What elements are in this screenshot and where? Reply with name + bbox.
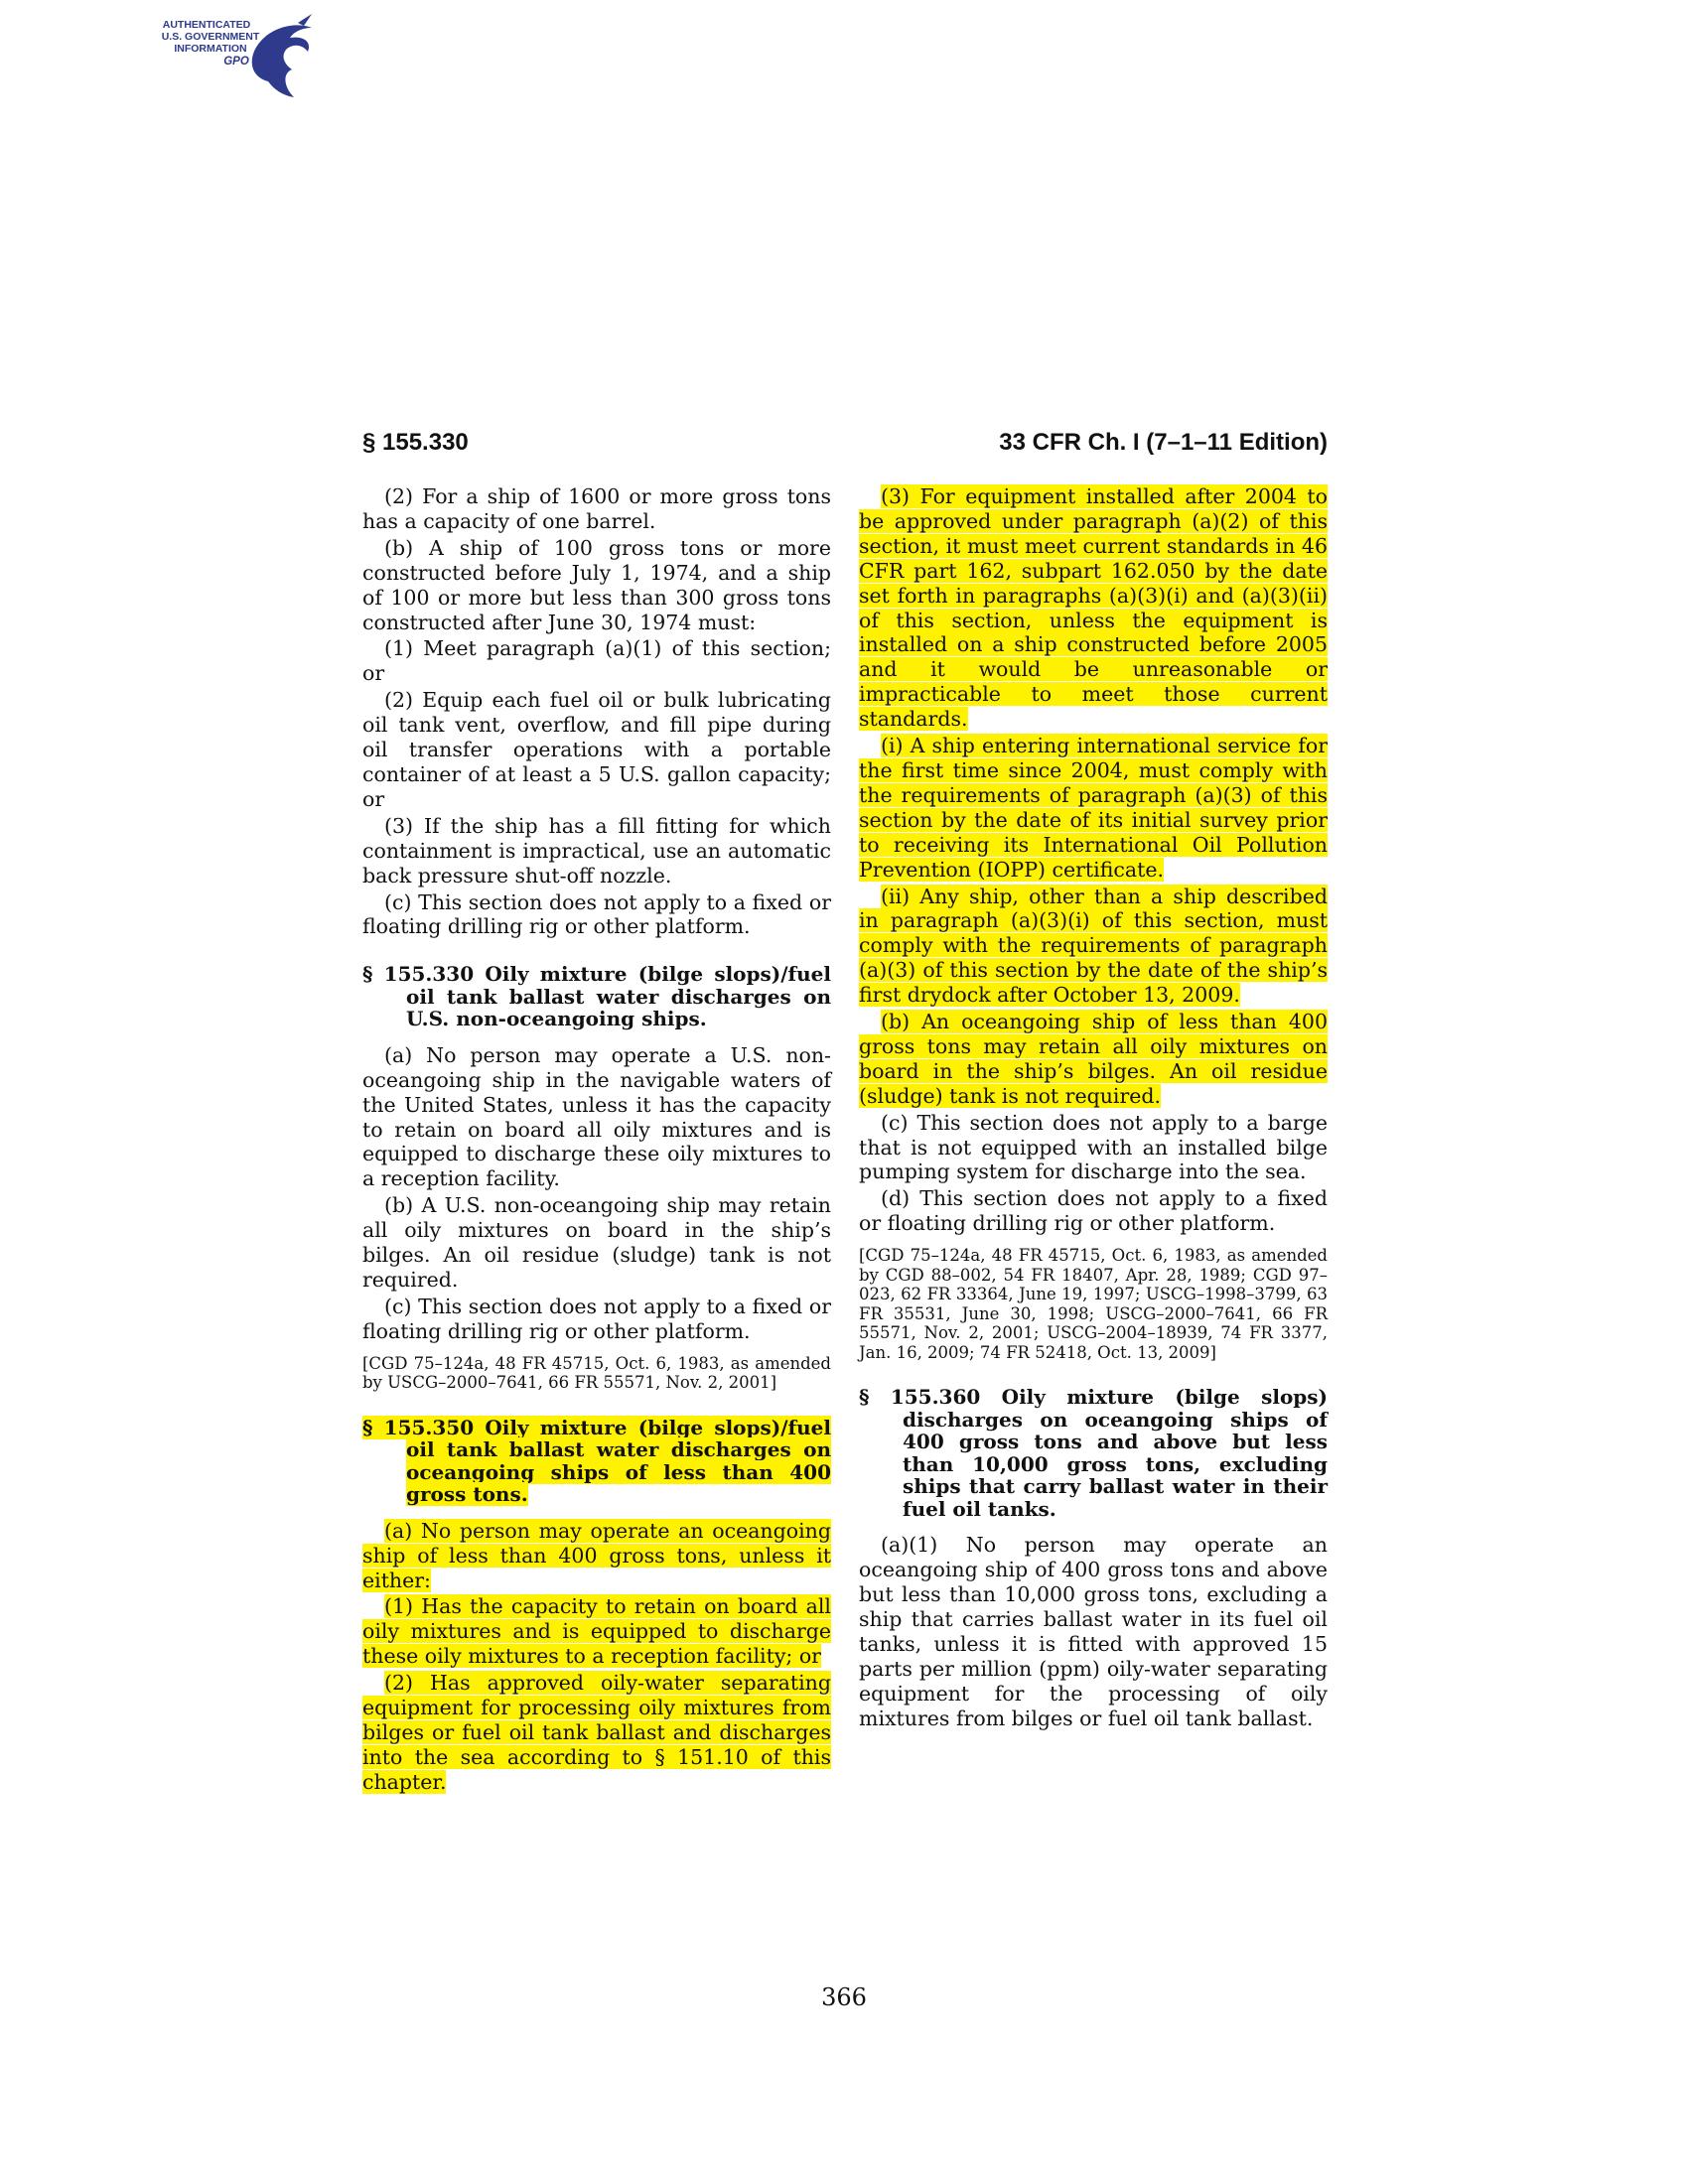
- highlighted-text: (ii) Any ship, other than a ship described in paragraph (a)(3)(i) of this section, must comply with the requirements of paragraph (a)(3) of this section by the date of the ship’s first drydock after October 13, 2009.: [859, 884, 1328, 1008]
- paragraph: (2) For a ship of 1600 or more gross tons has a capacity of one barrel.: [362, 484, 831, 533]
- logo-line-1: AUTHENTICATED: [162, 19, 251, 31]
- section-heading-155-360: § 155.360 Oily mixture (bilge slops) discharges on oceangoing ships of 400 gross tons and above but less than 10,000 gross tons, excluding ships that carry ballast water in their fuel oil tanks.: [859, 1385, 1328, 1521]
- logo-line-2: U.S. GOVERNMENT: [161, 31, 260, 43]
- highlighted-text: (i) A ship entering international service for the first time since 2004, must comply with the requirements of paragraph (a)(3) of this section by the date of its initial survey prior to receiving its International Oil Pollution Prevention (IOPP) certificate.: [859, 734, 1328, 882]
- highlighted-text: § 155.350 Oily mixture (bilge slops)/fuel oil tank ballast water discharges on oceangoing ships of less than 400 gross tons.: [362, 1415, 831, 1507]
- eagle-icon: [252, 14, 312, 97]
- paragraph: (c) This section does not apply to a fixed or floating drilling rig or other platform.: [362, 889, 831, 939]
- paragraph: [362, 1594, 831, 1669]
- paragraph: (b) A ship of 100 gross tons or more constructed before July 1, 1974, and a ship of 100 or more but less than 300 gross tons constructed after June 30, 1974 must:: [362, 535, 831, 634]
- gpo-authentication-logo: [119, 8, 318, 103]
- section-heading-155-330: § 155.330 Oily mixture (bilge slops)/fuel oil tank ballast water discharges on U.S. non-oceangoing ships.: [362, 962, 831, 1031]
- running-header: [362, 429, 1328, 463]
- paragraph: [859, 885, 1328, 1009]
- source-note: [CGD 75–124a, 48 FR 45715, Oct. 6, 1983, as amended by CGD 88–002, 54 FR 18407, Apr. 28, 1989; CGD 97–023, 62 FR 33364, June 19, 1997; USCG–1998–3799, 63 FR 35531, June 30, 1998; USCG–2000–7641, 66 FR 55571, Nov. 2, 2001; USCG–2004–18939, 74 FR 3377, Jan. 16, 2009; 74 FR 52418, Oct. 13, 2009]: [859, 1246, 1328, 1362]
- logo-line-4: GPO: [223, 56, 249, 68]
- page-number: 366: [821, 1983, 867, 2011]
- logo-line-3: INFORMATION: [174, 43, 247, 55]
- paragraph: (3) If the ship has a fill fitting for which containment is impractical, use an automatic back pressure shut-off nozzle.: [362, 813, 831, 887]
- highlighted-text: (1) Has the capacity to retain on board all oily mixtures and is equipped to discharge these oily mixtures to a reception facility; or: [362, 1594, 831, 1669]
- paragraph: (a) No person may operate a U.S. non-oceangoing ship in the navigable waters of the United States, unless it has the capacity to retain on board all oily mixtures and is equipped to discharge these oily mixtures to a reception facility.: [362, 1042, 831, 1191]
- source-note: [CGD 75–124a, 48 FR 45715, Oct. 6, 1983, as amended by USCG–2000–7641, 66 FR 55571, Nov. 2, 2001]: [362, 1353, 831, 1393]
- paragraph: [859, 1010, 1328, 1109]
- paragraph: (b) A U.S. non-oceangoing ship may retain all oily mixtures on board in the ship’s bilges. An oil residue (sludge) tank is not required.: [362, 1193, 831, 1292]
- paragraph: [362, 1671, 831, 1795]
- header-title-edition: 33 CFR Ch. I (7–1–11 Edition): [999, 429, 1328, 456]
- paragraph: (c) This section does not apply to a barge that is not equipped with an installed bilge pumping system for discharge into the sea.: [859, 1110, 1328, 1184]
- left-column: [362, 484, 831, 1797]
- header-section-number: § 155.330: [362, 429, 469, 456]
- paragraph: [859, 734, 1328, 882]
- highlighted-text: (b) An oceangoing ship of less than 400 gross tons may retain all oily mixtures on board in the ship’s bilges. An oil residue (sludge) tank is not required.: [859, 1010, 1328, 1108]
- highlighted-text: (3) For equipment installed after 2004 to be approved under paragraph (a)(2) of this section, it must meet current standards in 46 CFR part 162, subpart 162.050 by the date set forth in paragraphs (a)(3)(i) and (a)(3)(ii) of this section, unless the equipment is installed on a ship constructed before 2005 and it would be unreasonable or impracticable to meet those current standards.: [859, 484, 1328, 732]
- paragraph: (2) Equip each fuel oil or bulk lubricating oil tank vent, overflow, and fill pipe during oil transfer operations with a portable container of at least a 5 U.S. gallon capacity; or: [362, 688, 831, 811]
- paragraph: (1) Meet paragraph (a)(1) of this section; or: [362, 636, 831, 686]
- section-heading-155-350: [362, 1417, 831, 1506]
- right-column: [859, 484, 1328, 1732]
- highlighted-text: (a) No person may operate an oceangoing ship of less than 400 gross tons, unless it either:: [362, 1518, 831, 1592]
- paragraph: (a)(1) No person may operate an oceangoing ship of 400 gross tons and above but less than 10,000 gross tons, excluding a ship that carries ballast water in its fuel oil tanks, unless it is fitted with approved 15 parts per million (ppm) oily-water separating equipment for the processing of oily mixtures from bilges or fuel oil tank ballast.: [859, 1533, 1328, 1730]
- paragraph: (d) This section does not apply to a fixed or floating drilling rig or other platform.: [859, 1186, 1328, 1236]
- highlighted-text: (2) Has approved oily-water separating equipment for processing oily mixtures from bilges or fuel oil tank ballast and discharges into the sea according to § 151.10 of this chapter.: [362, 1671, 831, 1794]
- paragraph: (c) This section does not apply to a fixed or floating drilling rig or other platform.: [362, 1294, 831, 1343]
- paragraph: [362, 1519, 831, 1593]
- paragraph: [859, 484, 1328, 732]
